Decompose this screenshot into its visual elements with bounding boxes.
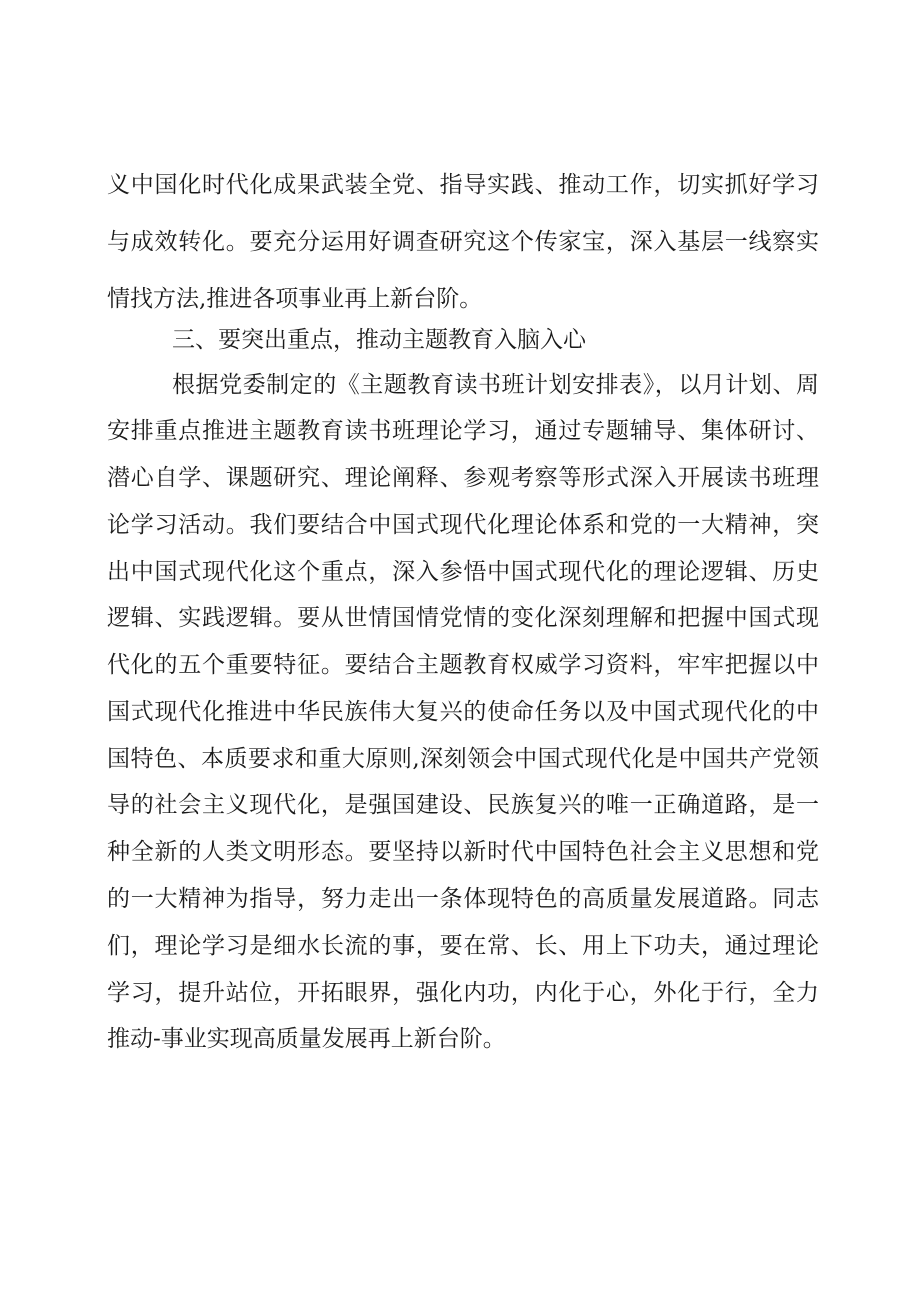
paragraph-line: 出中国式现代化这个重点，深入参悟中国式现代化的理论逻辑、历史: [107, 559, 819, 585]
paragraph-line: 们，理论学习是细水长流的事，要在常、长、用上下功夫，通过理论: [107, 933, 819, 959]
paragraph-line: 逻辑、实践逻辑。要从世情国情党情的变化深刻理解和把握中国式现: [107, 605, 819, 631]
paragraph-line: 国特色、本质要求和重大原则,深刻领会中国式现代化是中国共产党领: [107, 746, 819, 772]
paragraph-line: 国式现代化推进中华民族伟大复兴的使命任务以及中国式现代化的中: [107, 699, 819, 725]
paragraph-line: 推动-事业实现高质量发展再上新台阶。: [107, 1026, 506, 1052]
paragraph-line: 情找方法,推进各项事业再上新台阶。: [107, 286, 483, 312]
paragraph-line: 导的社会主义现代化，是强国建设、民族复兴的唯一正确道路，是一: [107, 792, 819, 818]
paragraph-line: 学习，提升站位，开拓眼界，强化内功，内化于心，外化于行，全力: [107, 980, 819, 1006]
paragraph-line: 与成效转化。要充分运用好调查研究这个传家宝，深入基层一线察实: [107, 229, 819, 255]
paragraph-line: 代化的五个重要特征。要结合主题教育权威学习资料，牢牢把握以中: [107, 652, 819, 678]
section-heading: 三、要突出重点，推动主题教育入脑入心: [172, 327, 586, 353]
paragraph-line: 论学习活动。我们要结合中国式现代化理论体系和党的一大精神，突: [107, 512, 819, 538]
paragraph-line: 根据党委制定的《主题教育读书班计划安排表》，以月计划、周: [172, 372, 819, 398]
paragraph-line: 义中国化时代化成果武装全党、指导实践、推动工作，切实抓好学习: [107, 172, 819, 198]
paragraph-line: 潜心自学、课题研究、理论阐释、参观考察等形式深入开展读书班理: [107, 465, 819, 491]
paragraph-line: 种全新的人类文明形态。要坚持以新时代中国特色社会主义思想和党: [107, 839, 819, 865]
paragraph-line: 的一大精神为指导，努力走出一条体现特色的高质量发展道路。同志: [107, 886, 819, 912]
paragraph-line: 安排重点推进主题教育读书班理论学习，通过专题辅导、集体研讨、: [107, 418, 819, 444]
